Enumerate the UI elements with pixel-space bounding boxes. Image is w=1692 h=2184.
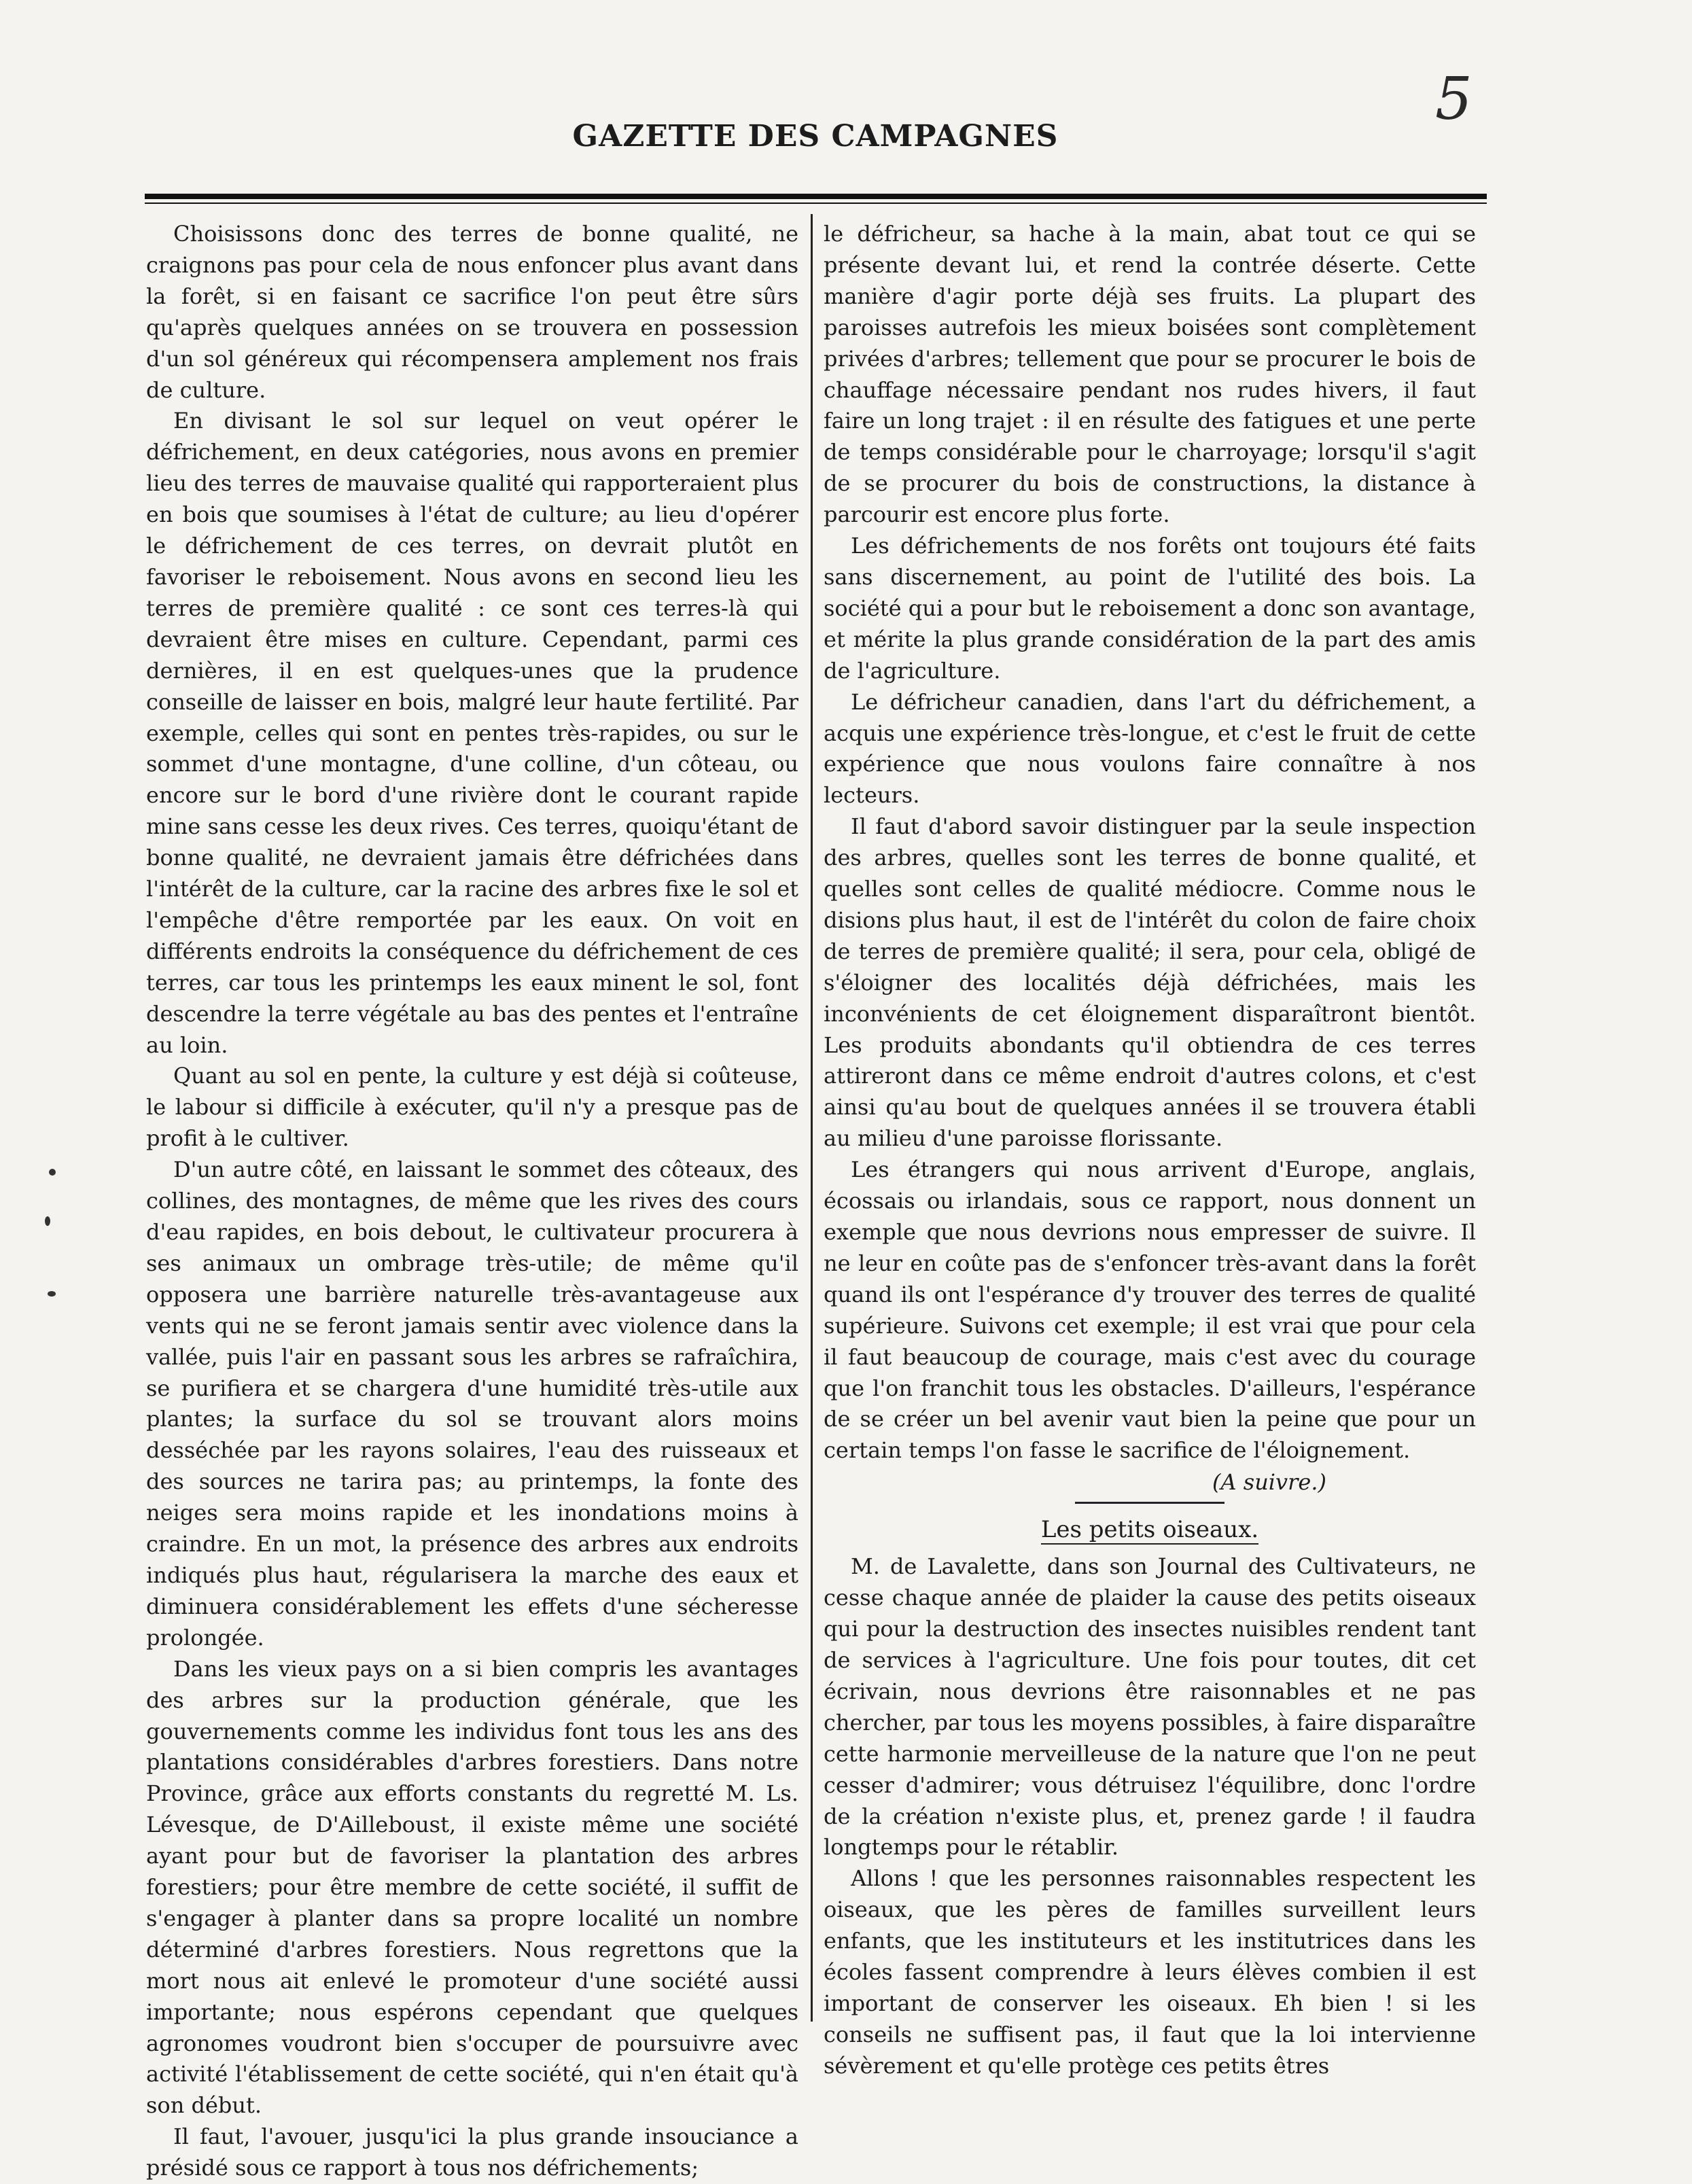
paragraph: Le défricheur canadien, dans l'art du défrichement, a acquis une expérience très-longue, et c'est le fruit de cette expérience que nous voulons faire connaître à nos lecteurs. xyxy=(824,688,1476,809)
paragraph: D'un autre côté, en laissant le sommet des côteaux, des collines, des montagnes, de même que les rives des cours d'eau rapides, en bois debout, le cultivateur procurera à ses animaux un ombrage très-utile; de même qu'il opposera une barrière naturelle très-avantageuse aux vents qui ne se feront jamais sentir avec violence dans la vallée, puis l'air en passant sous les arbres se rafraîchira, se purifiera et se chargera d'une humidité très-utile aux plantes; la surface du sol se trouvant alors moins desséchée par les rayons solaires, l'eau des ruisseaux et des sources ne tarira pas; au printemps, la fonte des neiges sera moins rapide et les inondations moins à craindre. En un mot, la présence des arbres aux endroits indiqués plus haut, régularisera la marche des eaux et diminuera considérablement les effets d'une sécheresse prolongée. xyxy=(146,1157,798,1651)
paragraph: Les étrangers qui nous arrivent d'Europe, anglais, écossais ou irlandais, sous ce rapport, nous donnent un exemple que nous devrions nous empresser de suivre. Il ne leur en coûte pas de s'enfoncer très-avant dans la forêt quand ils ont l'espérance d'y trouver des terres de qualité supérieure. Suivons cet exemple; il est vrai que pour cela il faut beaucoup de courage, mais c'est avec du courage que l'on franchit tous les obstacles. D'ailleurs, l'espérance de se créer un bel avenir vaut bien la peine que pour un certain temps l'on fasse le sacrifice de l'éloignement. xyxy=(824,1157,1476,1464)
a-suivre-note: (A suivre.) xyxy=(1212,1469,1326,1496)
section-divider xyxy=(1075,1502,1224,1504)
right-column xyxy=(824,219,1476,2079)
paragraph: Choisissons donc des terres de bonne qualité, ne craignons pas pour cela de nous enfoncer plus avant dans la forêt, si en faisant ce sacrifice l'on peut être sûrs qu'après quelques années on se trouvera en possession d'un sol généreux qui récompensera amplement nos frais de culture. xyxy=(146,221,798,403)
page-number: 5 xyxy=(1435,65,1473,133)
paragraph: M. de Lavalette, dans son Journal des Cultivateurs, ne cesse chaque année de plaider la cause des petits oiseaux qui pour la destruction des insectes nuisibles rendent tant de services à l'agriculture. Une fois pour toutes, dit cet écrivain, nous devrions être raisonnables et ne pas chercher, par tous les moyens possibles, à faire disparaître cette harmonie merveilleuse de la nature que l'on ne peut cesser d'admirer; vous détruisez l'équilibre, donc l'ordre de la création n'existe plus, et, prenez garde ! il faudra longtemps pour le rétablir. xyxy=(824,1553,1476,1861)
paragraph: Allons ! que les personnes raisonnables respectent les oiseaux, que les pères de familles surveillent leurs enfants, que les instituteurs et les institutrices dans les écoles fassent comprendre à leurs élèves combien il est important de conserver les oiseaux. Eh bien ! si les conseils ne suffisent pas, il faut que la loi intervienne sévèrement et qu'elle protège ces petits êtres xyxy=(824,1865,1476,2079)
ink-speck xyxy=(45,1216,50,1226)
paragraph: Dans les vieux pays on a si bien compris les avantages des arbres sur la production générale, que les gouvernements comme les individus font tous les ans des plantations considérables d'arbres forestiers. Dans notre Province, grâce aux efforts constants du regretté M. Ls. Lévesque, de D'Ailleboust, il existe même une société ayant pour but de favoriser la plantation des arbres forestiers; pour être membre de cette société, il suffit de s'engager à planter dans sa propre localité un nombre déterminé d'arbres forestiers. Nous regrettons que la mort nous ait enlevé le promoteur d'une société aussi importante; nous espérons cependant que quelques agronomes voudront bien s'occuper de poursuivre avec activité l'établissement de cette société, qui n'en était qu'à son début. xyxy=(146,1655,798,2119)
paragraph: En divisant le sol sur lequel on veut opérer le défrichement, en deux catégories, nous avons en premier lieu des terres de mauvaise qualité qui rapporteraient plus en bois que soumises à l'état de culture; au lieu d'opérer le défrichement de ces terres, on devrait plutôt en favoriser le reboisement. Nous avons en second lieu les terres de première qualité : ce sont ces terres-là qui devraient être mises en culture. Cependant, parmi ces dernières, il en est quelques-unes que la prudence conseille de laisser en bois, malgré leur haute fertilité. Par exemple, celles qui sont en pentes très-rapides, ou sur le sommet d'une montagne, d'une colline, d'un côteau, ou encore sur le bord d'une rivière dont le courant rapide mine sans cesse les deux rives. Ces terres, quoiqu'étant de bonne qualité, ne devraient jamais être défrichées dans l'intérêt de la culture, car la racine des arbres fixe le sol et l'empêche d'être remportée par les eaux. On voit en différents endroits la conséquence du défrichement de ces terres, car tous les printemps les eaux minent le sol, font descendre la terre végétale au bas des pentes et l'entraîne au loin. xyxy=(146,408,798,1058)
paragraph: le défricheur, sa hache à la main, abat tout ce qui se présente devant lui, et rend la contrée déserte. Cette manière d'agir porte déjà ses fruits. La plupart des paroisses autrefois les mieux boisées sont complètement privées d'arbres; tellement que pour se procurer le bois de chauffage nécessaire pendant nos rudes hivers, il faut faire un long trajet : il en résulte des fatigues et une perte de temps considérable pour le charroyage; lorsqu'il s'agit de se procurer du bois de constructions, la distance à parcourir est encore plus forte. xyxy=(824,221,1476,528)
paragraph: Les défrichements de nos forêts ont toujours été faits sans discernement, au point de l'utilité des bois. La société qui a pour but le reboisement a donc son avantage, et mérite la plus grande considération de la part des amis de l'agriculture. xyxy=(824,533,1476,684)
section-title xyxy=(824,1513,1476,1546)
section-title-text: Les petits oiseaux. xyxy=(1040,1516,1259,1544)
paragraph: Il faut d'abord savoir distinguer par la seule inspection des arbres, quelles sont les terres de bonne qualité, et quelles sont celles de qualité médiocre. Comme nous le disions plus haut, il est de l'intérêt du colon de faire choix de terres de première qualité; il sera, pour cela, obligé de s'éloigner des localités déjà défrichées, mais les inconvénients de cet éloignement disparaîtront bientôt. Les produits abondants qu'il obtiendra de ces terres attireront dans ce même endroit d'autres colons, et c'est ainsi qu'au bout de quelques années il se trouvera établi au milieu d'une paroisse florissante. xyxy=(824,813,1476,1152)
left-column xyxy=(146,219,798,2181)
paragraph: Il faut, l'avouer, jusqu'ici la plus grande insouciance a présidé sous ce rapport à tous nos défrichements; xyxy=(146,2124,798,2181)
ink-speck xyxy=(48,1291,56,1297)
paragraph: Quant au sol en pente, la culture y est déjà si coûteuse, le labour si difficile à exécuter, qu'il n'y a presque pas de profit à le cultiver. xyxy=(146,1063,798,1152)
masthead-title: GAZETTE DES CAMPAGNES xyxy=(572,119,1059,154)
masthead-rule xyxy=(145,194,1487,204)
ink-speck xyxy=(49,1169,56,1176)
column-divider xyxy=(811,214,813,2022)
